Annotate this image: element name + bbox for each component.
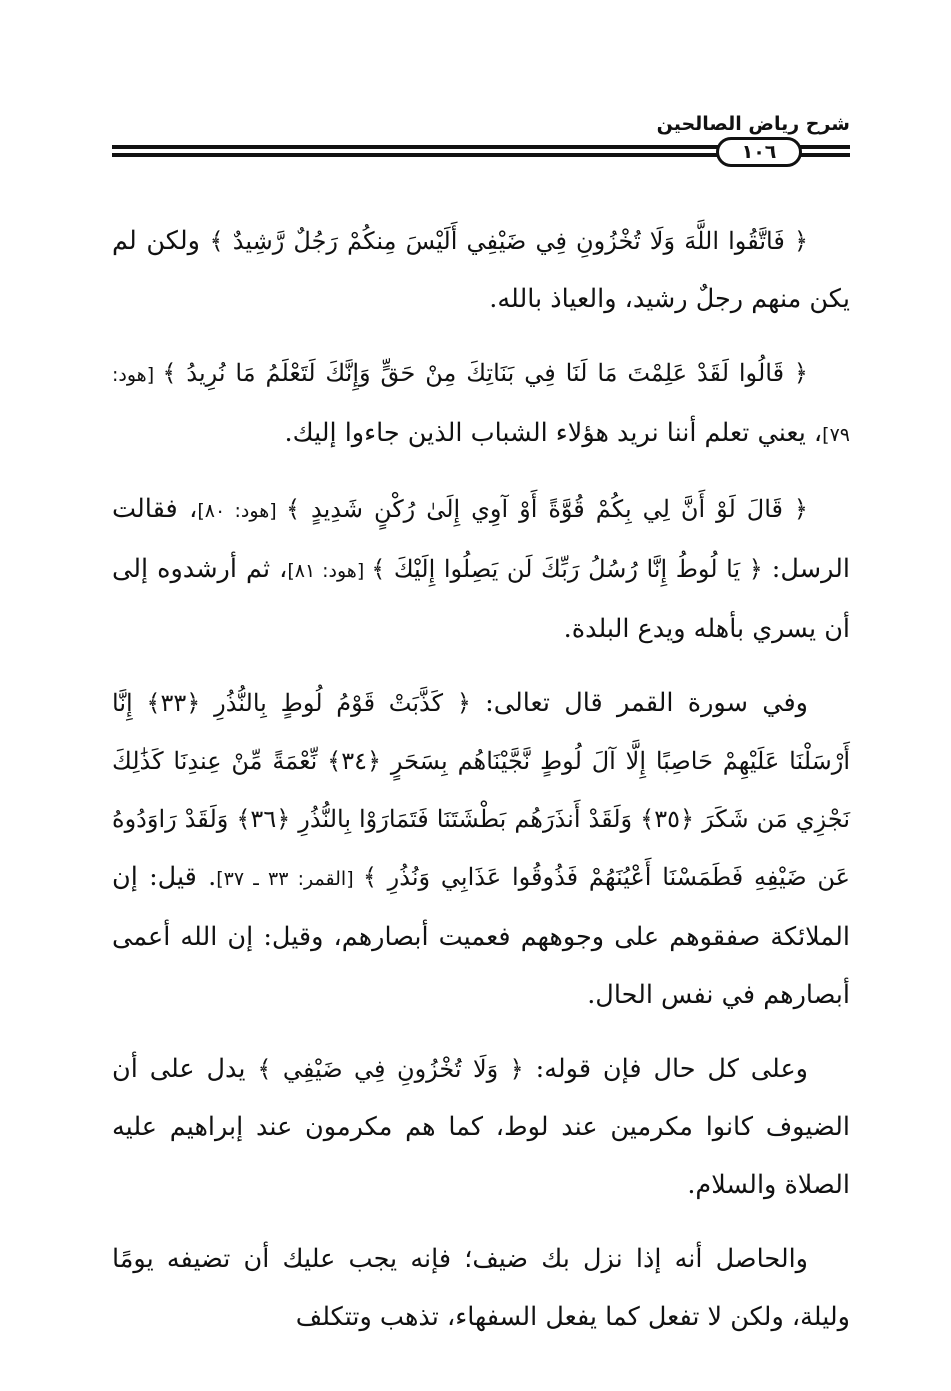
quran-verse: ﴿ كَذَّبَتْ قَوْمُ لُوطٍ بِالنُّذُرِ ﴿٣٣﴾ إِنَّا أَرْسَلْنَا عَلَيْهِمْ حَاصِبًا إِلَّا آلَ لُوطٍ نَّجَّيْنَاهُم بِسَحَرٍ ﴿٣٤﴾ نِّعْمَةً مِّنْ عِندِنَا كَذَٰلِكَ نَجْزِي مَن شَكَرَ ﴿٣٥﴾ وَلَقَدْ أَنذَرَهُم بَطْشَتَنَا فَتَمَارَوْا بِالنُّذُرِ ﴿٣٦﴾ وَلَقَدْ رَاوَدُوهُ عَن ضَيْفِهِ فَطَمَسْنَا أَعْيُنَهُمْ فَذُوقُوا عَذَابِي وَنُذُرِ ﴾	[112, 689, 851, 891]
body-text: يدل على أن الضيوف كانوا مكرمين عند لوط، كما هم مكرمون عند إبراهيم عليه الصلاة والسلام.	[112, 1054, 850, 1200]
quran-verse: ﴿ يَا لُوطُ إِنَّا رُسُلُ رَبِّكَ لَن يَصِلُوا إِلَيْكَ ﴾	[371, 555, 763, 583]
paragraph-p1	[112, 212, 850, 328]
page-body	[112, 212, 850, 1362]
paragraph-p4	[112, 674, 850, 1024]
quran-verse: ﴿ فَاتَّقُوا اللَّهَ وَلَا تُخْزُونِ فِي ضَيْفِي أَلَيْسَ مِنكُمْ رَجُلٌ رَّشِيدٌ ﴾	[209, 227, 809, 255]
body-text: وفي سورة القمر قال تعالى:	[470, 688, 808, 718]
verse-reference: [هود: ٨٠]	[197, 500, 287, 522]
verse-reference: [هود: ٧٩]	[112, 364, 850, 446]
body-text: ، يعني تعلم أننا نريد هؤلاء الشباب الذين جاءوا إليك.	[284, 418, 823, 448]
paragraph-p5	[112, 1040, 850, 1214]
running-title: شرح رياض الصالحين	[656, 113, 850, 135]
page-number: ١٠٦	[716, 137, 802, 167]
body-text: ولكن لم يكن منهم رجلٌ رشيد، والعياذ بالله.	[112, 226, 850, 314]
quran-verse: ﴿ وَلَا تُخْزُونِ فِي ضَيْفِي ﴾	[257, 1055, 524, 1083]
paragraph-p3	[112, 480, 850, 658]
body-text: ، فقالت الرسل:	[112, 494, 850, 584]
body-text: . قيل: إن الملائكة صفقوهم على وجوههم فعميت أبصارهم، وقيل: إن الله أعمى أبصارهم في نفس الحال.	[112, 862, 850, 1010]
paragraph-p6	[112, 1230, 850, 1346]
body-text: والحاصل أنه إذا نزل بك ضيف؛ فإنه يجب عليك أن تضيفه يومًا وليلة، ولكن لا تفعل كما يفعل السفهاء، تذهب وتتكلف	[112, 1244, 850, 1332]
quran-verse: ﴿ قَالَ لَوْ أَنَّ لِي بِكُمْ قُوَّةً أَوْ آوِي إِلَىٰ رُكْنٍ شَدِيدٍ ﴾	[286, 495, 808, 523]
paragraph-p2	[112, 344, 850, 464]
verse-reference: [القمر: ٣٣ ـ ٣٧]	[216, 868, 363, 890]
quran-verse: ﴿ قَالُوا لَقَدْ عَلِمْتَ مَا لَنَا فِي بَنَاتِكَ مِنْ حَقٍّ وَإِنَّكَ لَتَعْلَمُ مَا نُرِيدُ ﴾	[162, 359, 808, 387]
body-text: وعلى كل حال فإن قوله:	[523, 1054, 808, 1084]
verse-reference: [هود: ٨١]	[287, 560, 372, 582]
page-header	[112, 112, 850, 172]
body-text: ، ثم أرشدوه إلى أن يسري بأهله ويدع البلدة.	[112, 554, 850, 644]
